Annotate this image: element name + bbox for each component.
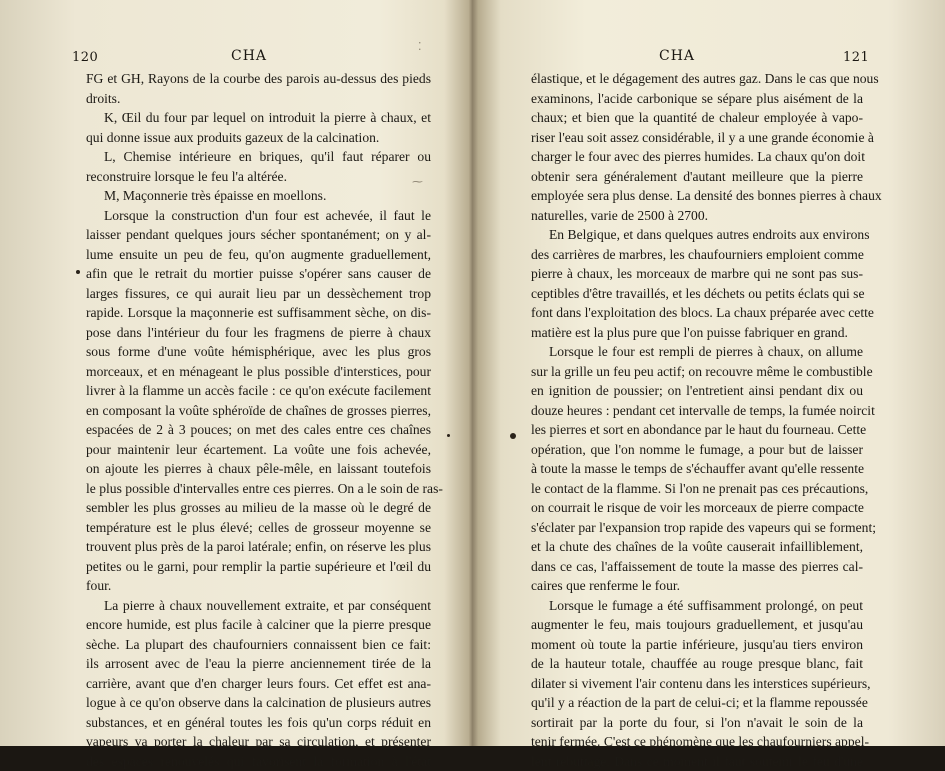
text-line: lume ensuite un peu de feu, qu'on augmente graduellement,	[86, 245, 431, 265]
text-line: larges fissures, ce qui aurait lieu par un dessèchement trop	[86, 284, 431, 304]
text-line: logue à ce qu'on observe dans la calcination de plusieurs autres	[86, 693, 431, 713]
text-line: rapide. Lorsque la maçonnerie est suffisamment sèche, on dis-	[86, 303, 431, 323]
right-page-header	[473, 47, 945, 69]
right-page-number: 121	[843, 50, 869, 65]
text-line: de la hauteur totale, chauffée au rouge presque blanc, fait	[531, 654, 863, 674]
text-line: La pierre à chaux nouvellement extraite, et par conséquent	[86, 596, 431, 616]
text-line: chaux; et bien que la quantité de chaleur employée à vapo-	[531, 108, 863, 128]
ink-spot	[510, 433, 516, 439]
text-line: sembler les plus grosses au milieu de la masse où le degré de	[86, 498, 431, 518]
right-running-head: CHA	[659, 48, 695, 64]
text-line: qu'il y a réaction de la part de celui-ci; et la flamme repoussée	[531, 693, 863, 713]
text-line: pierre à chaux, les morceaux de marbre qui ne sont pas sus-	[531, 264, 863, 284]
text-line: substances, et en général toutes les fois qu'un corps réduit en	[86, 713, 431, 733]
text-line: Lorsque le fumage a été suffisamment prolongé, on peut	[531, 596, 863, 616]
text-line: L, Chemise intérieure en briques, qu'il faut réparer ou	[86, 147, 431, 167]
text-line: laisser pendant quelques jours sécher spontanément; on y al-	[86, 225, 431, 245]
text-line: dans ce cas, l'affaissement de toute la masse des pierres cal-	[531, 557, 863, 577]
text-line: En Belgique, et dans quelques autres endroits aux environs	[531, 225, 863, 245]
text-line: en composant la voûte sphéroïde de chaînes de grosses pierres,	[86, 401, 431, 421]
text-line: augmenter le feu, mais toujours graduellement, et jusqu'au	[531, 615, 863, 635]
text-line: vapeurs va porter la chaleur par sa circulation, et présenter	[86, 732, 431, 752]
text-line: morceaux, et en ménageant le plus possible d'interstices, pour	[86, 362, 431, 382]
text-line: le contact de la flamme. Si l'on ne prenait pas ces précautions,	[531, 479, 863, 499]
text-line: en ignition de poussier; on l'entretient ainsi pendant dix ou	[531, 381, 863, 401]
text-line: les pierres et sort en abondance par le haut du fourneau. Cette	[531, 420, 863, 440]
ink-spot	[447, 434, 450, 437]
text-line: s'éclater par l'expansion trop rapide des vapeurs qui se forment;	[531, 518, 863, 538]
bleed-through-mark: ⁚	[418, 40, 422, 53]
text-line: matière est la plus pure que l'on puisse fabriquer en grand.	[531, 323, 863, 343]
left-running-head: CHA	[231, 48, 267, 64]
text-line: des carrières de marbres, les chaufourniers emploient comme	[531, 245, 863, 265]
text-line: K, Œil du four par lequel on introduit la pierre à chaux, et	[86, 108, 431, 128]
text-line: encore humide, est plus facile à calciner que la pierre presque	[86, 615, 431, 635]
text-line: FG et GH, Rayons de la courbe des parois au-dessus des pieds	[86, 69, 431, 89]
text-line: font dans l'exploitation des blocs. La chaux préparée avec cette	[531, 303, 863, 323]
text-line: on ajoute les pierres à chaux pêle-mêle, en laissant toutefois	[86, 459, 431, 479]
text-line: espacées de 2 à 3 pouces; on met des cales entre ces chaînes	[86, 420, 431, 440]
text-line: petites ou le garni, pour remplir la partie supérieure et l'œil du	[86, 557, 431, 577]
left-page-text	[86, 69, 431, 771]
text-line: élastique, et le dégagement des autres gaz. Dans le cas que nous	[531, 69, 863, 89]
bleed-through-mark: ⁓	[412, 175, 423, 188]
text-line: livrer à la flamme un accès facile : ce qu'on exécute facilement	[86, 381, 431, 401]
text-line: le plus possible d'intervalles entre ces pierres. On a le soin de ras-	[86, 479, 431, 499]
ink-spot	[76, 270, 80, 274]
text-line: afin que le retrait du mortier puisse s'opérer sans causer de	[86, 264, 431, 284]
left-page-header	[0, 47, 472, 69]
text-line: employée sera plus dense. La densité des bonnes pierres à chaux	[531, 186, 863, 206]
text-line: ils arrosent avec de l'eau la pierre anciennement tirée de la	[86, 654, 431, 674]
text-line: moment où toute la partie inférieure, jusqu'au tiers environ	[531, 635, 863, 655]
text-line: trouvent plus près de la paroi latérale; enfin, on réserve les plus	[86, 537, 431, 557]
text-line: examinons, l'acide carbonique se sépare plus aisément de la	[531, 89, 863, 109]
text-line: obtenir sera généralement d'autant meilleure que la pierre	[531, 167, 863, 187]
text-line: M, Maçonnerie très épaisse en moellons.	[86, 186, 431, 206]
right-page-text	[531, 69, 863, 771]
text-line: riser l'eau soit assez considérable, il y a une grande économie à	[531, 128, 863, 148]
text-line: charger le four avec des pierres humides. La chaux qu'on doit	[531, 147, 863, 167]
text-line: et la chute des chaînes de la voûte causerait infailliblement,	[531, 537, 863, 557]
text-line: sur la grille un feu peu actif; on recouvre même le combustible	[531, 362, 863, 382]
text-line: tenir fermée. C'est ce phénomène que les chaufourniers appel-	[531, 732, 863, 752]
text-line: reconstruire lorsque le feu l'a altérée.	[86, 167, 431, 187]
text-line: qui donne issue aux produits gazeux de la calcination.	[86, 128, 431, 148]
left-page	[0, 0, 472, 746]
text-line: sèche. La plupart des chaufourniers connaissent bien ce fait:	[86, 635, 431, 655]
text-line: Lorsque le four est rempli de pierres à chaux, on allume	[531, 342, 863, 362]
text-line: caires que renferme le four.	[531, 576, 863, 596]
text-line: lent rebuttage. Dans ce moment il faut soutenir le feu d'une	[531, 752, 863, 771]
text-line: sous forme d'une voûte hémisphérique, avec les plus gros	[86, 342, 431, 362]
text-line: sortirait par la porte du four, si l'on n'avait le soin de la	[531, 713, 863, 733]
text-line: température est le plus élevé; celles de grosseur moyenne se	[86, 518, 431, 538]
text-line: carrière, avant que d'en charger leurs fours. Cet effet est ana-	[86, 674, 431, 694]
text-line: des espaces renouvelés qui favorisent la formation à l'état	[86, 752, 431, 771]
text-line: on courrait le risque de voir les morceaux de pierre compacte	[531, 498, 863, 518]
text-line: pour maintenir leur écartement. La voûte une fois achevée,	[86, 440, 431, 460]
text-line: Lorsque la construction d'un four est achevée, il faut le	[86, 206, 431, 226]
text-line: four.	[86, 576, 431, 596]
text-line: à toute la masse le temps de s'échauffer avant qu'elle ressente	[531, 459, 863, 479]
text-line: douze heures : pendant cet intervalle de temps, la fumée noircit	[531, 401, 863, 421]
left-page-number: 120	[72, 50, 98, 65]
text-line: naturelles, varie de 2500 à 2700.	[531, 206, 863, 226]
text-line: dilater si vivement l'air contenu dans les interstices supérieurs,	[531, 674, 863, 694]
right-page	[473, 0, 945, 746]
text-line: droits.	[86, 89, 431, 109]
text-line: opération, que l'on nomme le fumage, a pour but de laisser	[531, 440, 863, 460]
text-line: ceptibles d'être travaillés, et les déchets ou petits éclats qui se	[531, 284, 863, 304]
text-line: pose dans l'intérieur du four les fragmens de pierre à chaux	[86, 323, 431, 343]
